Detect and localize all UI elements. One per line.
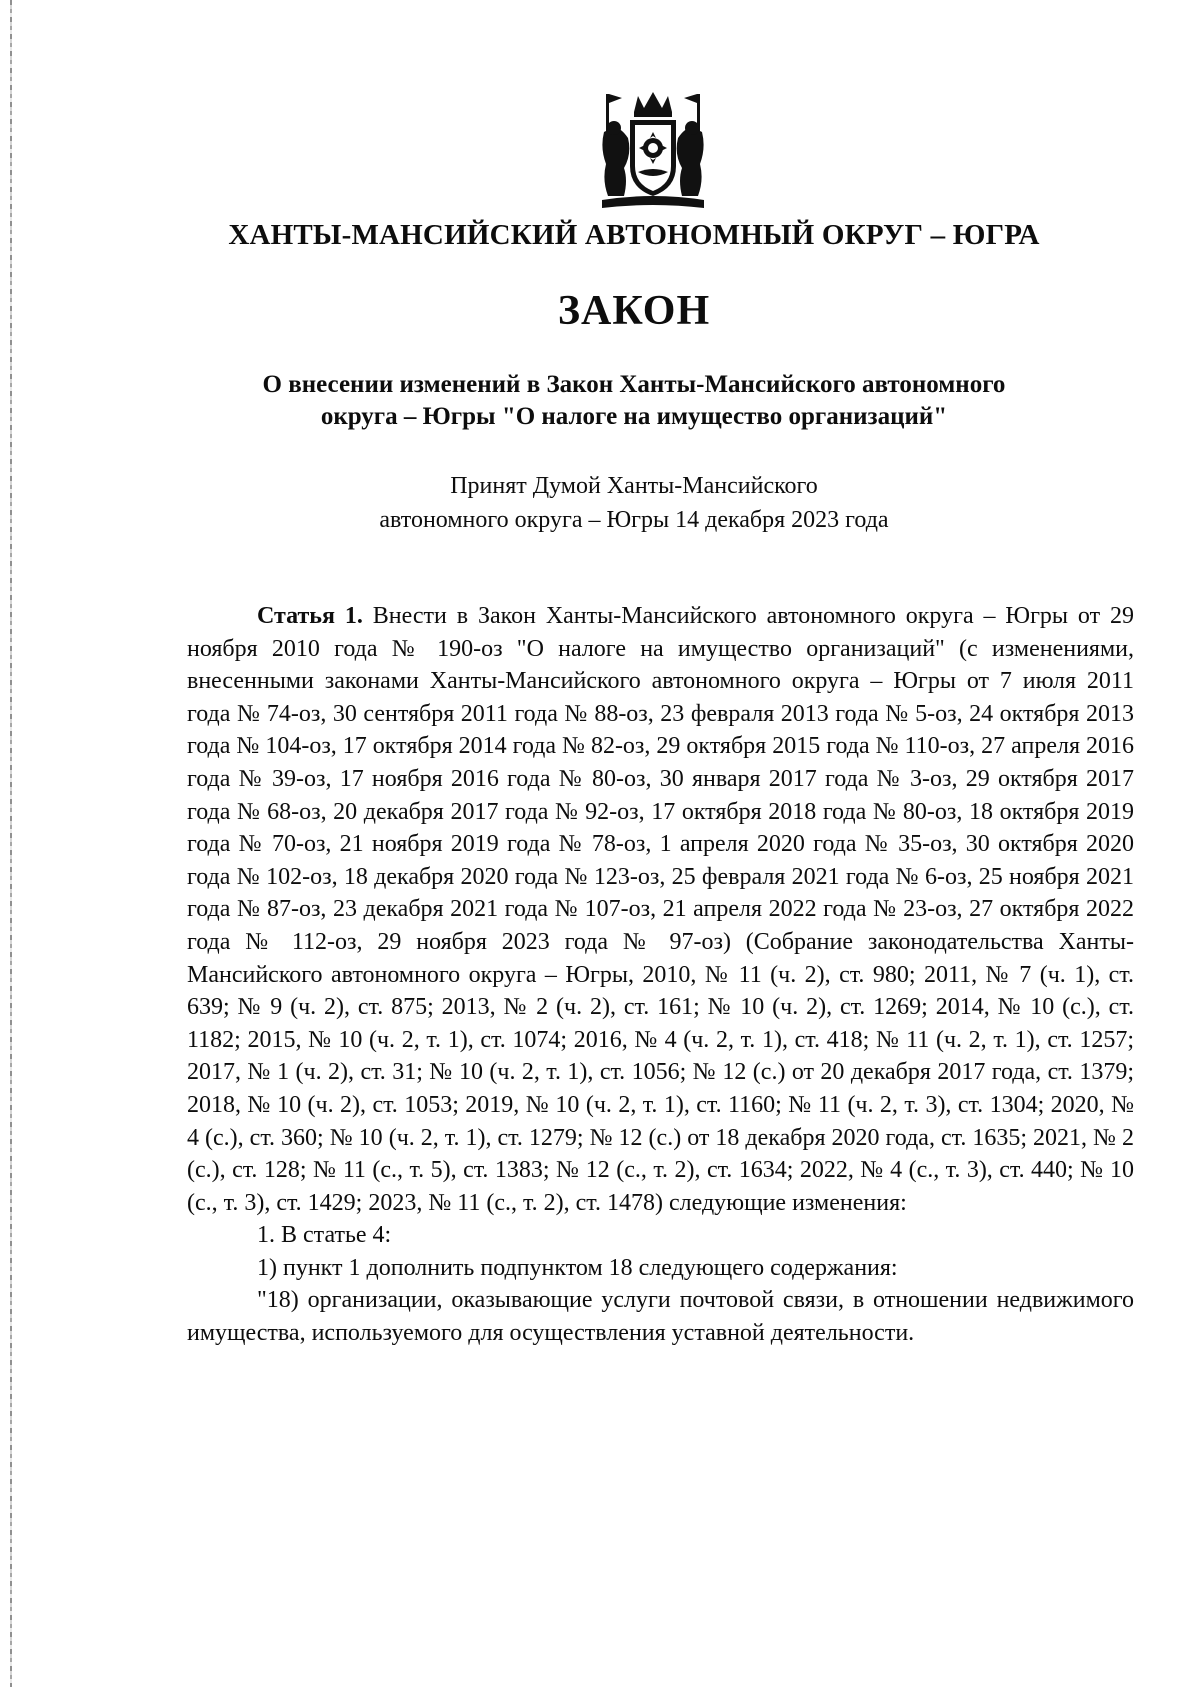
article-1-paragraph	[187, 600, 1134, 1219]
law-title-line: О внесении изменений в Закон Ханты-Мансийского автономного	[262, 371, 1006, 398]
amendment-subpoint: 1) пункт 1 дополнить подпунктом 18 следующего содержания:	[257, 1254, 898, 1281]
adoption-note-line: Принят Думой Ханты-Мансийского	[450, 473, 818, 499]
scan-edge	[10, 0, 12, 1687]
article-label: Статья 1.	[257, 603, 363, 629]
adoption-note-line: автономного округа – Югры 14 декабря 2023 года	[379, 507, 889, 533]
khmao-coat-of-arms-icon	[598, 88, 708, 216]
region-heading: ХАНТЫ-МАНСИЙСКИЙ АВТОНОМНЫЙ ОКРУГ – ЮГРА	[228, 219, 1040, 251]
amendment-point: 1. В статье 4:	[257, 1222, 392, 1249]
amendment-new-text: "18) организации, оказывающие услуги почтовой связи, в отношении недвижимого имущества, используемого для осуществления уставной деятельности.	[187, 1287, 1134, 1347]
article-1	[187, 600, 1134, 1350]
adoption-note	[0, 469, 1200, 537]
law-title-line: округа – Югры "О налоге на имущество организаций"	[320, 403, 948, 430]
document-type-heading: ЗАКОН	[557, 288, 711, 334]
article-text: Внести в Закон Ханты-Мансийского автономного округа – Югры от 29 ноября 2010 года № 190-оз "О налоге на имущество организаций" (с изменениями, внесенными законами Ханты-Мансийского автономного округа – Югры от 7 июля 2011 года № 74-оз, 30 сентября 2011 года № 88-оз, 23 февраля 2013 года № 5-оз, 24 октября 2013 года № 104-оз, 17 октября 2014 года № 82-оз, 29 октября 2015 года № 110-оз, 27 апреля 2016 года № 39-оз, 17 ноября 2016 года № 80-оз, 30 января 2017 года № 3-оз, 29 октября 2017 года № 68-оз, 20 декабря 2017 года № 92-оз, 17 октября 2018 года № 80-оз, 18 октября 2019 года № 70-оз, 21 ноября 2019 года № 78-оз, 1 апреля 2020 года № 35-оз, 30 октября 2020 года № 102-оз, 18 декабря 2020 года № 123-оз, 25 февраля 2021 года № 6-оз, 25 ноября 2021 года № 87-оз, 23 декабря 2021 года № 107-оз, 21 апреля 2022 года № 23-оз, 27 октября 2022 года № 112-оз, 29 ноября 2023 года № 97-оз) (Собрание законодательства Ханты-Мансийского автономного округа – Югры, 2010, № 11 (ч. 2), ст. 980; 2011, № 7 (ч. 1), ст. 639; № 9 (ч. 2), ст. 875; 2013, № 2 (ч. 2), ст. 161; № 10 (ч. 2), ст. 1269; 2014, № 10 (с.), ст. 1182; 2015, № 10 (ч. 2, т. 1), ст. 1074; 2016, № 4 (ч. 2, т. 1), ст. 418; № 11 (ч. 2, т. 1), ст. 1257; 2017, № 1 (ч. 2), ст. 31; № 10 (ч. 2, т. 1), ст. 1056; № 12 (с.) от 20 декабря 2017 года, ст. 1379; 2018, № 10 (ч. 2), ст. 1053; 2019, № 10 (ч. 2, т. 1), ст. 1160; № 11 (ч. 2, т. 3), ст. 1304; 2020, № 4 (с.), ст. 360; № 10 (ч. 2, т. 1), ст. 1279; № 12 (с.) от 18 декабря 2020 года, ст. 1635; 2021, № 2 (с.), ст. 128; № 11 (с., т. 5), ст. 1383; № 12 (с., т. 2), ст. 1634; 2022, № 4 (с., т. 3), ст. 440; № 10 (с., т. 3), ст. 1429; 2023, № 11 (с., т. 2), ст. 1478) следующие изменения:	[187, 603, 1135, 1216]
law-title	[0, 369, 1200, 433]
